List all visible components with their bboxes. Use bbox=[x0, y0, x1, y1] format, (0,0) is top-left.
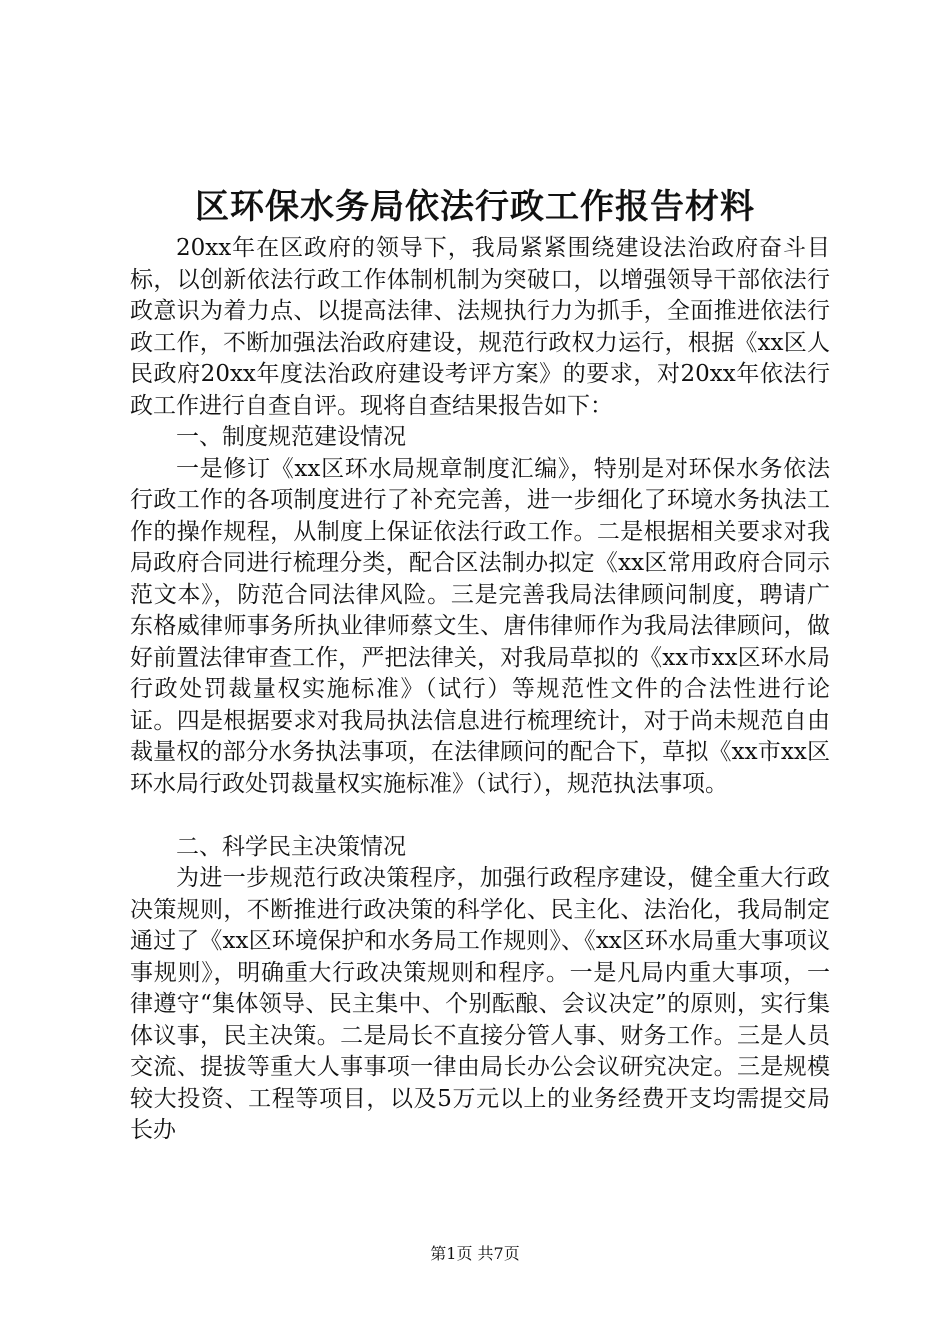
document-body bbox=[130, 233, 830, 1147]
page-footer: 第1页 共7页 bbox=[430, 1244, 520, 1263]
intro-paragraph: 20xx年在区政府的领导下，我局紧紧围绕建设法治政府奋斗目标，以创新依法行政工作体制机制为突破口，以增强领导干部依法行政意识为着力点、以提高法律、法规执行力为抓手，全面推进依法行政工作，不断加强法治政府建设，规范行政权力运行，根据《xx区人民政府20xx年度法治政府建设考评方案》的要求，对20xx年依法行政工作进行自查自评。现将自查结果报告如下： bbox=[130, 235, 830, 419]
document-title: 区环保水务局依法行政工作报告材料 bbox=[195, 187, 755, 227]
section-heading-2: 二、科学民主决策情况 bbox=[176, 833, 406, 860]
section-paragraph-1: 一是修订《xx区环水局规章制度汇编》，特别是对环保水务依法行政工作的各项制度进行了补充完善，进一步细化了环境水务执法工作的操作规程，从制度上保证依法行政工作。二是根据相关要求对我局政府合同进行梳理分类，配合区法制办拟定《xx区常用政府合同示范文本》，防范合同法律风险。三是完善我局法律顾问制度，聘请广东格威律师事务所执业律师蔡文生、唐伟律师作为我局法律顾问，做好前置法律审查工作，严把法律关，对我局草拟的《xx市xx区环水局行政处罚裁量权实施标准》（试行）等规范性文件的合法性进行论证。四是根据要求对我局执法信息进行梳理统计，对于尚未规范自由裁量权的部分水务执法事项，在法律顾问的配合下，草拟《xx市xx区环水局行政处罚裁量权实施标准》（试行），规范执法事项。 bbox=[130, 455, 830, 797]
section-paragraph-2: 为进一步规范行政决策程序，加强行政程序建设，健全重大行政决策规则，不断推进行政决策的科学化、民主化、法治化，我局制定通过了《xx区环境保护和水务局工作规则》、《xx区环水局重大事项议事规则》，明确重大行政决策规则和程序。一是凡局内重大事项，一律遵守“集体领导、民主集中、个别酝酿、会议决定”的原则，实行集体议事，民主决策。二是局长不直接分管人事、财务工作。三是人员交流、提拔等重大人事事项一律由局长办公会议研究决定。三是规模较大投资、工程等项目，以及5万元以上的业务经费开支均需提交局长办 bbox=[130, 865, 830, 1143]
section-heading-1: 一、制度规范建设情况 bbox=[176, 424, 406, 450]
paragraph-gap bbox=[130, 800, 830, 832]
